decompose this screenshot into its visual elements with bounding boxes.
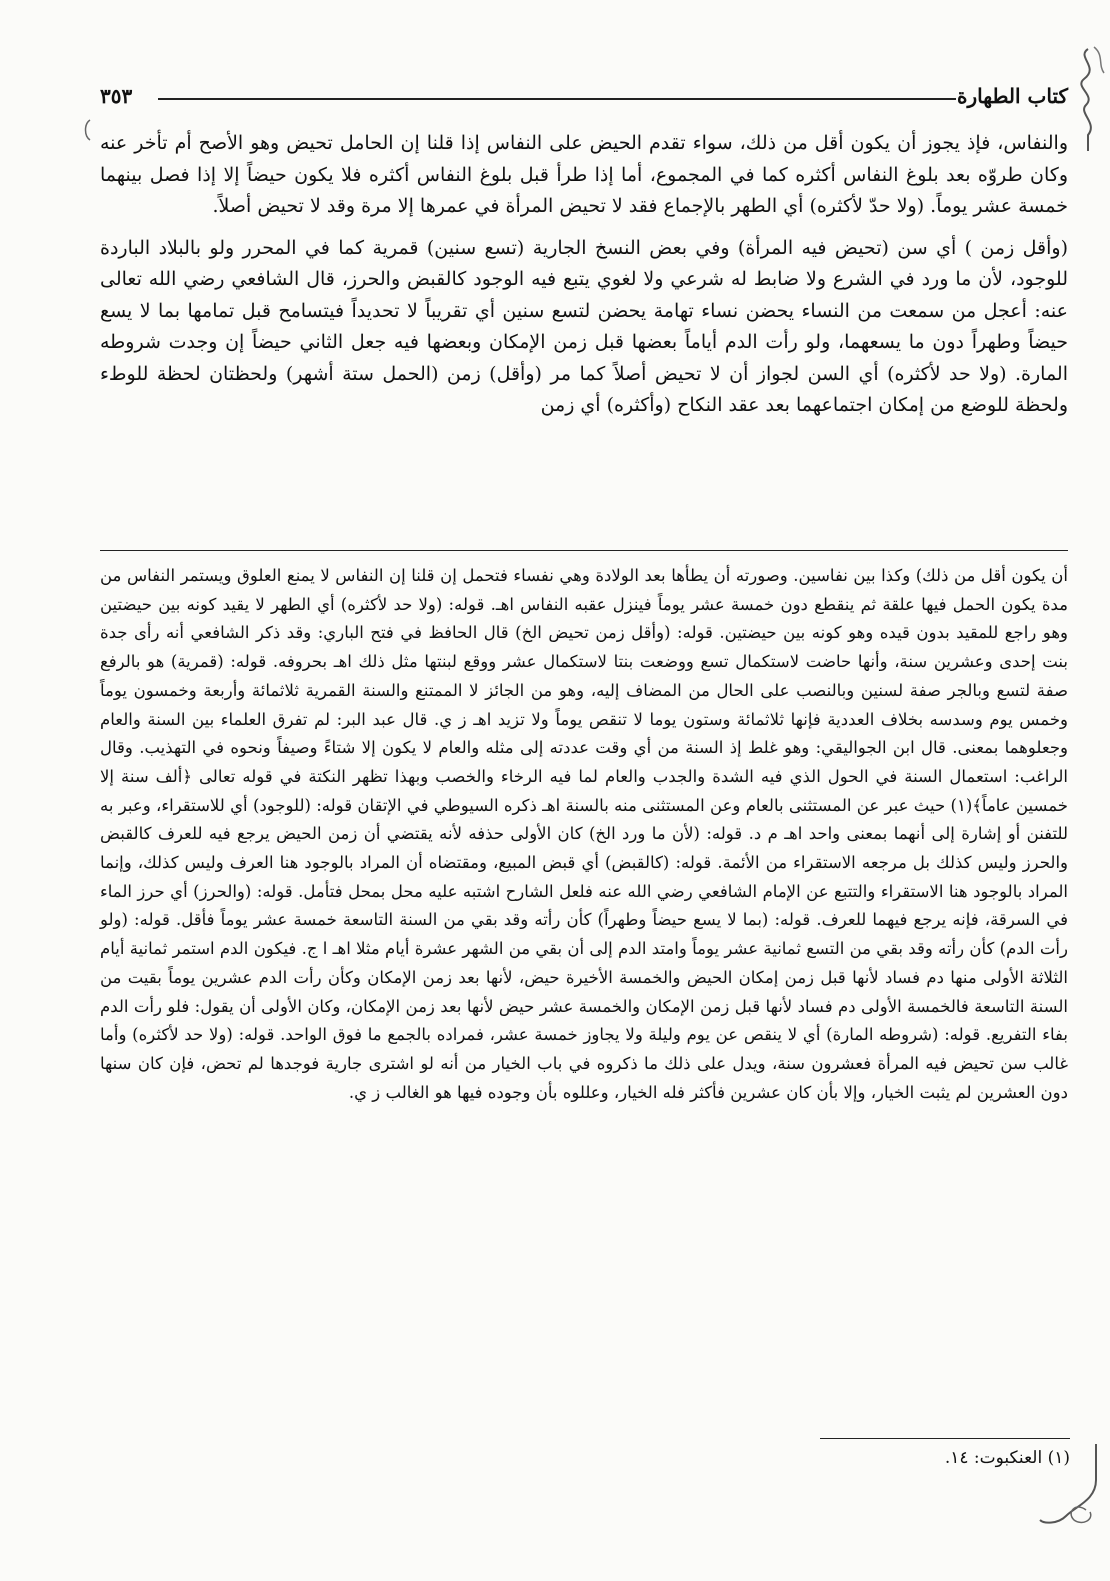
decorative-bracket-icon [80,118,94,142]
decorative-ornament-icon [1036,1440,1106,1530]
commentary-paragraph: أن يكون أقل من ذلك) وكذا بين نفاسين. وصورته أن يطأها بعد الولادة وهي نفساء فتحمل إن قلنا إن النفاس لا يمنع العلوق ويستمر النفاس من مدة يكون الحمل فيها علقة ثم ينقطع دون خمسة عشر يوماً فينزل عقبه النفاس اهـ. قوله: (ولا حد لأكثره) أي الطهر لا يقيد كونه بين حيضتين وهو راجع للمقيد بدون قيده وهو كونه بين حيضتين. قوله: (وأقل زمن تحيض الخ) قال الحافظ في فتح الباري: وقد ذكر الشافعي أنه رأى جدة بنت إحدى وعشرين سنة، وأنها حاضت لاستكمال تسع ووضعت بنتا لاستكمال عشر ووقع لبنتها مثل ذلك اهـ بحروفه. قوله: (قمرية) هو بالرفع صفة لتسع وبالجر صفة لسنين وبالنصب على الحال من المضاف إليه، وهو من الجائز لا الممتنع والسنة القمرية ثلاثمائة وأربعة وخمسون يوماً وخمس يوم وسدسه بخلاف العددية فإنها ثلاثمائة وستون يوما لا تنقص يوماً ولا تزيد اهـ ز ي. قال عبد البر: لم تفرق العلماء بين السنة والعام وجعلوهما بمعنى. قال ابن الجواليقي: وهو غلط إذ السنة من أي وقت عددته إلى مثله والعام لا يكون إلا شتاءً وصيفاً ونحوه في التهذيب. وقال الراغب: استعمال السنة في الحول الذي فيه الشدة والجدب والعام لما فيه الرخاء والخصب وبهذا تظهر النكتة في قوله تعالى ﴿ألف سنة إلا خمسين عاماً﴾(١) حيث عبر عن المستثنى بالعام وعن المستثنى منه بالسنة اهـ ذكره السيوطي في الإتقان قوله: (للوجود) أي للاستقراء، وعبر به للتفنن أو إشارة إلى أنهما بمعنى واحد اهـ م د. قوله: (لأن ما ورد الخ) كان الأولى حذفه لأنه يقتضي أن زمن الحيض يرجع فيه للعرف كالقبض والحرز وليس كذلك بل مرجعه الاستقراء من الأئمة. قوله: (كالقبض) أي قبض المبيع، ومقتضاه أن المراد بالوجود هنا العرف وليس كذلك، وإنما المراد بالوجود هنا الاستقراء والتتبع عن الإمام الشافعي رضي الله عنه فلعل الشارح اشتبه عليه محل بمحل فتأمل. قوله: (والحرز) أي حرز الماء في السرقة، فإنه يرجع فيهما للعرف. قوله: (بما لا يسع حيضاً وطهراً) كأن رأته وقد بقي من السنة التاسعة خمسة عشر يوماً فأقل. قوله: (ولو رأت الدم) كأن رأته وقد بقي من التسع ثمانية عشر يوماً وامتد الدم إلى أن بقي من الشهر عشرة أيام مثلا اهـ ا ج. فيكون الدم استمر ثمانية أيام الثلاثة الأولى منها دم فساد لأنها قبل زمن إمكان الحيض والخمسة الأخيرة حيض، لأنها بعد زمن الإمكان وكأن رأت الدم عشرين يوماً بقيت من السنة التاسعة فالخمسة الأولى دم فساد لأنها قبل زمن الإمكان والخمسة عشر حيض لأنها بعد زمن الإمكان، وكان الأولى أن يقول: فلو رأت الدم بفاء التفريع. قوله: (شروطه المارة) أي لا ينقص عن يوم وليلة ولا يجاوز خمسة عشر، فمراده بالجمع ما فوق الواحد. قوله: (ولا حد لأكثره) وأما غالب سن تحيض فيه المرأة فعشرون سنة، ويدل على ذلك ما ذكروه في باب الخيار من أنه لو اشترى جارية فوجدها لم تحض، فإن كان سنها دون العشرين لم يثبت الخيار، وإلا بأن كان عشرين فأكثر فله الخيار، وعللوه بأن وجوده فيها هو الغالب ز ي. [100,566,1068,1102]
header-rule [158,98,956,100]
section-divider [100,550,1068,551]
page-header [100,82,1068,112]
main-paragraph: والنفاس، فإذ يجوز أن يكون أقل من ذلك، سواء تقدم الحيض على النفاس إذا قلنا إن الحامل تحيض وهو الأصح أم تأخر عنه وكان طروّه بعد بلوغ النفاس أكثره كما في المجموع، أما إذا طرأ قبل بلوغ النفاس أكثره فلا يكون حيضاً إلا إذا فصل بينهما خمسة عشر يوماً. (ولا حدّ لأكثره) أي الطهر بالإجماع فقد لا تحيض المرأة في عمرها إلا مرة وقد لا تحيض أصلاً. [100,132,1068,217]
page-number: ٣٥٣ [100,84,133,108]
chapter-title: كتاب الطهارة [957,84,1068,108]
commentary-text [100,562,1068,1107]
decorative-ornament-icon [1070,45,1106,155]
main-text [100,128,1068,422]
footnote-rule [820,1438,1070,1439]
main-paragraph: (وأقل زمن ) أي سن (تحيض فيه المرأة) وفي بعض النسخ الجارية (تسع سنين) قمرية كما في المحرر ولو بالبلاد الباردة للوجود، لأن ما ورد في الشرع ولا ضابط له شرعي ولا لغوي يتبع فيه الوجود كالقبض والحرز، قال الشافعي رضي الله تعالى عنه: أعجل من سمعت من النساء يحضن نساء تهامة يحضن لتسع سنين أي تقريباً لا تحديداً فيتسامح قبل تمامها بما لا يسع حيضاً وطهراً دون ما يسعهما، ولو رأت الدم أياماً بعضها قبل زمن الإمكان وبعضها فيه جعل الثاني حيضاً إن وجدت شروطه المارة. (ولا حد لأكثره) أي السن لجواز أن لا تحيض أصلاً كما مر (وأقل) زمن (الحمل ستة أشهر) ولحظتان لحظة للوطء ولحظة للوضع من إمكان اجتماعهما بعد عقد النكاح (وأكثره) أي زمن [100,236,1068,416]
footnote: (١) العنكبوت: ١٤. [944,1448,1070,1468]
